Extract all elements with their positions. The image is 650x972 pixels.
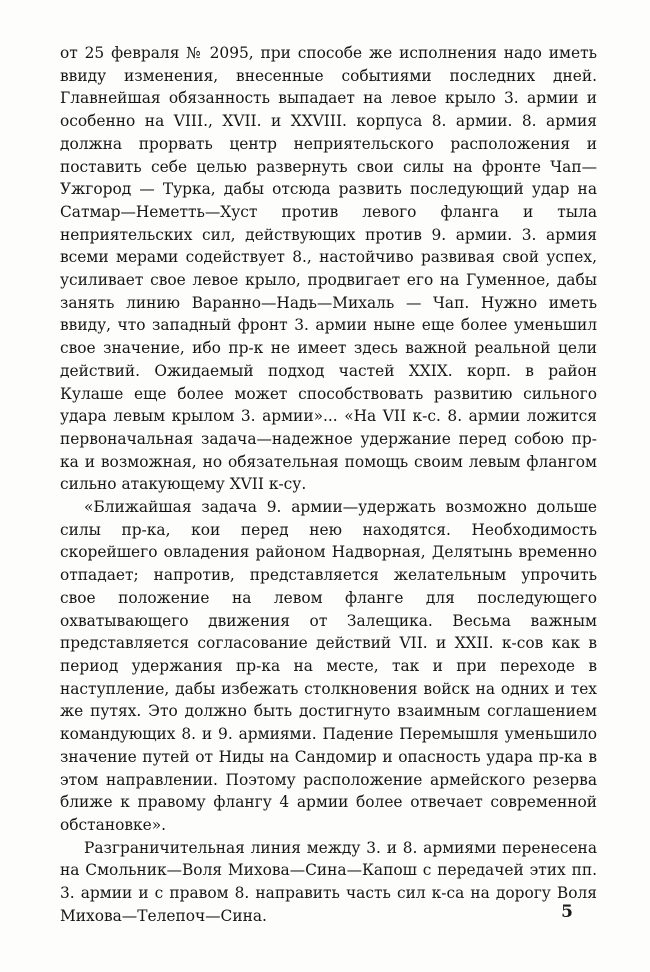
paragraph-boundary-line: Разграничительная линия между 3. и 8. армиями перенесена на Смольник—Воля Михова—Сина—Капош с передачей этих пп. 3. армии и с правом 8. направить часть сил к-са на дорогу Воля Михова—Телепоч—Сина. bbox=[60, 838, 597, 925]
paragraph-ninth-army-task: «Ближайшая задача 9. армии—удержать возможно дольше силы пр-ка, кои перед нею находятся. Необходимость скорейшего овладения районом Надворная, Делятынь временно отпадает; напротив, представляется желательным упрочить свое положение на левом фланге для последующего охватывающего движения от Залещика. Весьма важным представляется согласование действий VII. и XXII. к-сов как в период удержания пр-ка на месте, так и при переходе в наступление, дабы избежать столкновения войск на одних и тех же путях. Это должно быть достигнуто взаимным соглашением командующих 8. и 9. армиями. Падение Перемышля уменьшило значение путей от Ниды на Сандомир и опасность удара пр-ка в этом направлении. Поэтому расположение армейского резерва ближе к правому флангу 4 армии более отвечает современной обстановке». bbox=[60, 498, 597, 834]
paragraph-continuation: от 25 февраля № 2095, при способе же исполнения надо иметь ввиду изменения, внесенные событиями последних дней. Главнейшая обязанность выпадает на левое крыло 3. армии и особенно на VIII., XVII. и XXVIII. корпуса 8. армии. 8. армия должна прорвать центр неприятельского расположения и поставить себе целью развернуть свои силы на фронте Чап—Ужгород — Турка, дабы отсюда развить последующий удар на Сатмар—Неметть—Хуст против левого фланга и тыла неприятельских сил, действующих против 9. армии. 3. армия всеми мерами содействует 8., настойчиво развивая свой успех, усиливает свое левое крыло, продвигает его на Гуменное, дабы занять линию Варанно—Надь—Михаль — Чап. Нужно иметь ввиду, что западный фронт 3. армии ныне еще более уменьшил свое значение, ибо пр-к не имеет здесь важной реальной цели действий. Ожидаемый подход частей XXIX. корп. в район Кулаше еще более может способствовать развитию сильного удара левым крылом 3. армии»... «На VII к-с. 8. армии ложится первоначальная задача—надежное удержание перед собою пр-ка и возможная, но обязательная помощь своим левым флангом сильно атакующему XVII к-су. bbox=[60, 44, 597, 494]
page-number: 5 bbox=[561, 902, 573, 922]
body-text bbox=[60, 42, 597, 927]
